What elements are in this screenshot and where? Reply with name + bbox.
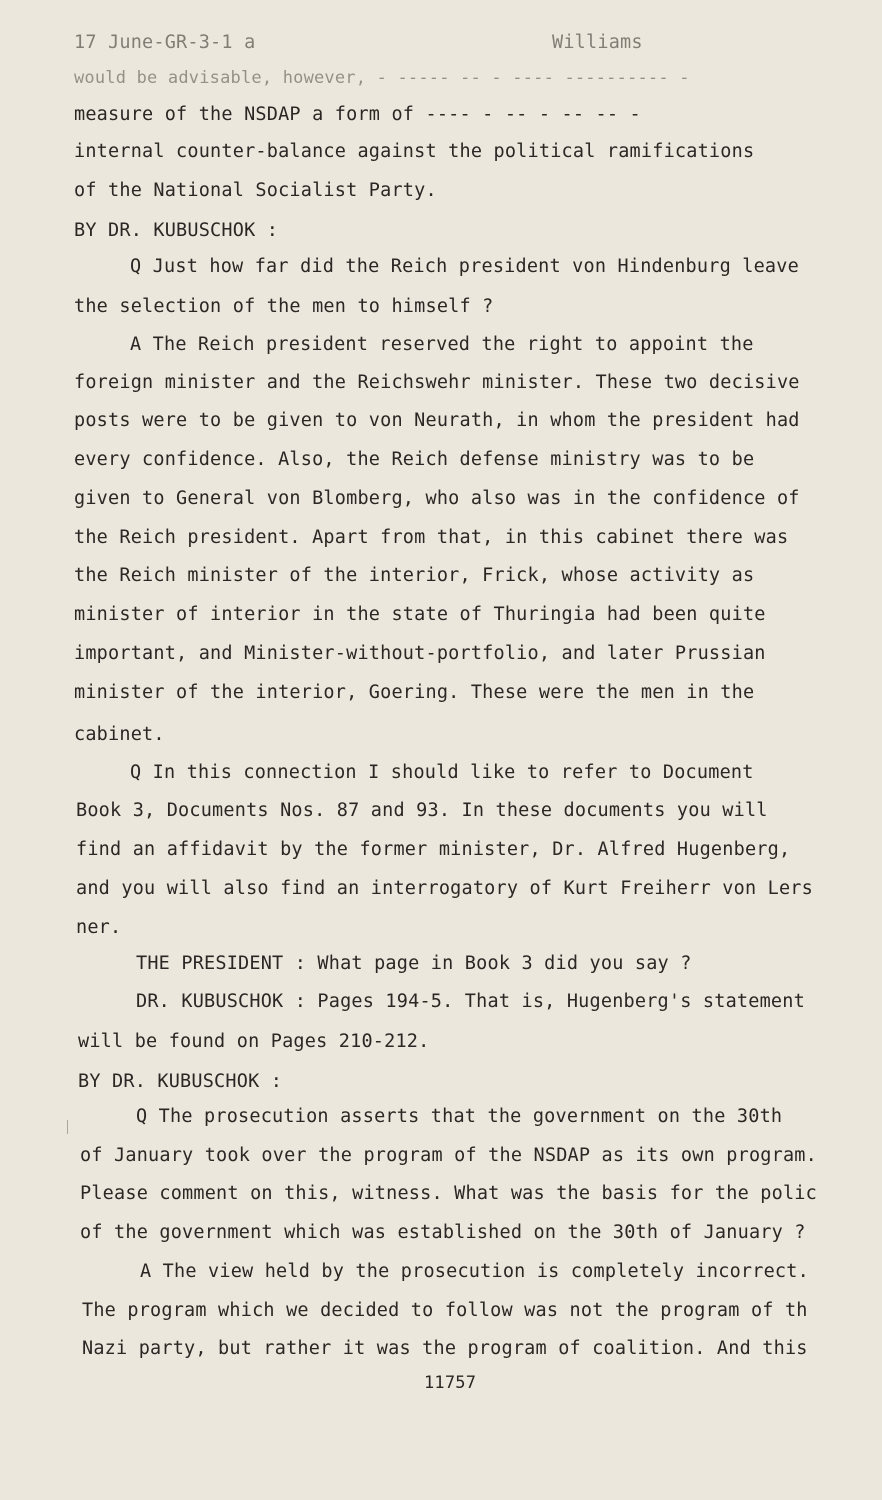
text-line-22: and you will also find an interrogatory of Kurt Freiherr von Lers [76,878,813,899]
text-line-33: The program which we decided to follow was not the program of th [82,1300,808,1321]
text-line-26: will be found on Pages 210-212. [78,1031,430,1052]
text-line-34: Nazi party, but rather it was the program of coalition. And this [82,1338,808,1359]
text-line-11: every confidence. Also, the Reich defense ministry was to be [74,449,755,470]
text-line-16: important, and Minister-without-portfolio, and later Prussian [74,643,766,664]
text-line-14: the Reich minister of the interior, Frick, whose activity as [74,565,755,586]
speaker-line: BY DR. KUBUSCHOK : [74,220,279,241]
text-line-29: of January took over the program of the NSDAP as its own program. [80,1145,817,1166]
question-line: Q The prosecution asserts that the government on the 30th [136,1106,783,1127]
text-line-12: given to General von Blomberg, who also was in the confidence of [74,488,800,509]
text-line-1: would be advisable, however, - ----- -- - ---- ---------- - [74,68,690,88]
text-line-21: find an affidavit by the former minister, Dr. Alfred Hugenberg, [76,839,791,860]
text-line-23: ner. [76,917,122,938]
text-line-7: the selection of the men to himself ? [74,296,494,317]
answer-line: A The view held by the prosecution is completely incorrect. [140,1261,809,1282]
text-line-9: foreign minister and the Reichswehr minister. These two decisive [74,372,800,393]
header-doc-ref: 17 June-GR-3-1 a [74,32,256,53]
answer-line: A The Reich president reserved the right to appoint the [130,334,754,355]
question-line: Q In this connection I should like to refer to Document [130,762,754,783]
text-line-18: cabinet. [74,724,165,745]
kubuschok-line: DR. KUBUSCHOK : Pages 194-5. That is, Hugenberg's statement [136,991,805,1012]
text-line-13: the Reich president. Apart from that, in this cabinet there was [74,527,789,548]
text-line-15: minister of interior in the state of Thuringia had been quite [74,604,766,625]
text-line-20: Book 3, Documents Nos. 87 and 93. In these documents you will [76,800,768,821]
margin-mark [67,1120,68,1134]
text-line-10: posts were to be given to von Neurath, in whom the president had [74,410,800,431]
question-line: Q Just how far did the Reich president von Hindenburg leave [130,256,799,277]
text-line-31: of the government which was established on the 30th of January ? [80,1222,806,1243]
text-line-4: of the National Socialist Party. [74,180,437,201]
page-number: 11757 [424,1373,477,1393]
text-line-2: measure of the NSDAP a form of ---- - -- - -- -- - [74,104,641,125]
header-writer: Williams [552,32,643,53]
text-line-17: minister of the interior, Goering. These were the men in the [74,682,755,703]
text-line-3: internal counter-balance against the political ramifications [74,141,755,162]
president-line: THE PRESIDENT : What page in Book 3 did you say ? [136,953,692,974]
speaker-line: BY DR. KUBUSCHOK : [78,1071,283,1092]
text-line-30: Please comment on this, witness. What was the basis for the polic [80,1183,817,1204]
